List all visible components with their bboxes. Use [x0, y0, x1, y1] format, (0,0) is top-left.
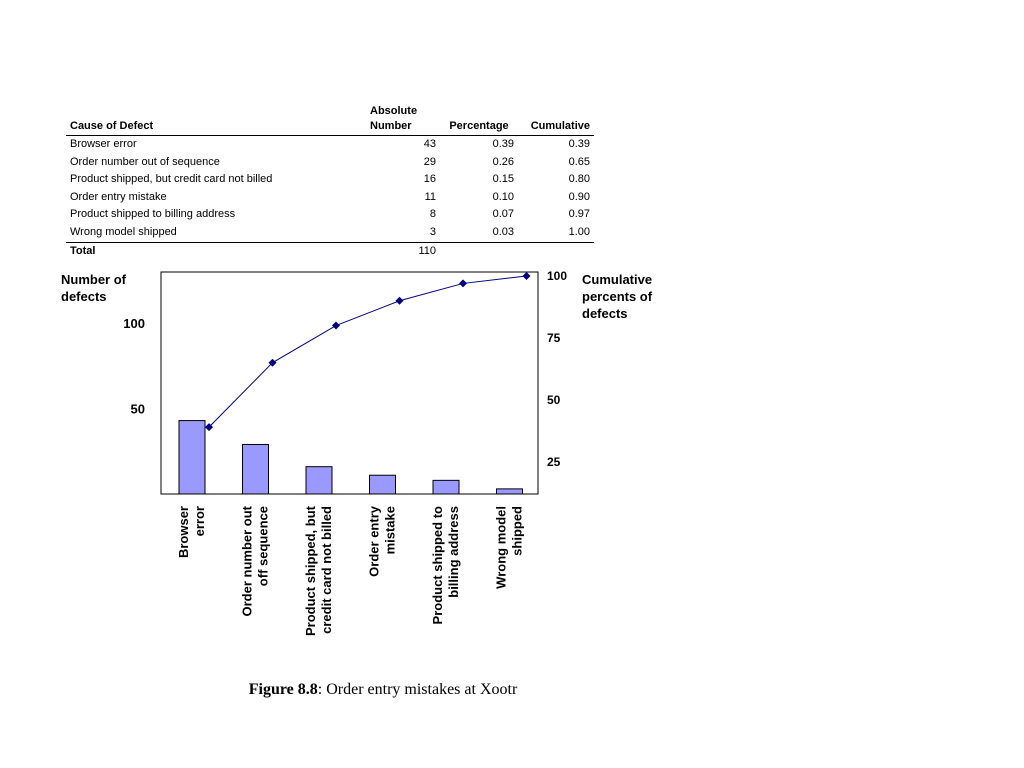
right-tick-label: 25 [547, 454, 561, 469]
category-label [303, 505, 334, 636]
bar-series [179, 421, 523, 494]
bar [179, 421, 205, 494]
right-axis-title-line: percents of [582, 289, 653, 304]
header-absolute-line2: Number [370, 120, 412, 132]
cell-percentage: 0.07 [492, 208, 514, 221]
plot-frame [161, 272, 538, 494]
category-label [494, 506, 525, 589]
left-axis-title-line: Number of [61, 272, 126, 287]
category-label-line: Order number out [239, 506, 255, 617]
cumulative-marker [332, 322, 340, 330]
cell-absolute: 3 [429, 225, 436, 238]
cell-cause: Order number out of sequence [70, 155, 220, 168]
category-label-line: shipped [509, 506, 525, 556]
left-axis-title-line: defects [61, 289, 107, 304]
category-label-line: off sequence [255, 506, 271, 587]
left-tick-label: 50 [130, 401, 145, 417]
category-label-line: Wrong model [493, 506, 509, 589]
category-label-line: error [192, 506, 207, 537]
cell-cause: Browser error [70, 138, 137, 150]
header-cause: Cause of Defect [66, 104, 360, 136]
cell-cause: Product shipped, but credit card not billed [70, 173, 273, 186]
category-label-line: billing address [446, 506, 461, 598]
cell-absolute: 29 [423, 155, 436, 168]
header-cumulative: Cumulative [518, 104, 594, 136]
cell-cumulative: 0.65 [568, 155, 590, 168]
category-label-line: Product shipped, but [303, 506, 318, 636]
right-tick-label: 100 [547, 269, 568, 283]
category-label-line: mistake [382, 506, 398, 555]
cell-cause: Product shipped to billing address [70, 208, 236, 221]
bar [433, 480, 459, 494]
right-axis-title-line: defects [582, 306, 628, 321]
cell-absolute: 11 [424, 190, 436, 203]
bar [497, 489, 523, 494]
header-absolute-line1: Absolute [370, 105, 418, 117]
category-label [176, 506, 207, 558]
cell-percentage: 0.03 [492, 225, 514, 238]
bar [370, 475, 396, 494]
figure-caption [0, 681, 766, 699]
cell-absolute: 43 [423, 138, 436, 150]
bar [306, 467, 332, 494]
left-axis-ticks [123, 316, 145, 416]
cumulative-line-series [205, 272, 531, 431]
left-tick-label: 100 [123, 316, 145, 332]
cell-percentage: 0.15 [492, 173, 514, 186]
right-axis-title-line: Cumulative [582, 272, 653, 287]
right-axis-title [582, 272, 653, 321]
left-axis-title [61, 272, 127, 304]
cell-cause: Wrong model shipped [70, 225, 177, 238]
cell-cumulative: 0.39 [568, 138, 590, 150]
category-label-line: Order entry [366, 506, 382, 577]
category-label [430, 506, 461, 625]
header-percentage: Percentage [440, 104, 518, 136]
cell-cause: Order entry mistake [70, 190, 167, 203]
category-label [367, 505, 398, 577]
right-tick-label: 50 [547, 392, 561, 407]
right-tick-label: 75 [547, 330, 561, 345]
bar [243, 444, 269, 494]
total-value: 110 [360, 242, 440, 260]
cell-cumulative: 0.80 [568, 173, 590, 186]
cumulative-marker [396, 297, 404, 305]
cell-absolute: 16 [423, 173, 436, 186]
category-label-line: Product shipped to [430, 506, 445, 625]
cell-percentage: 0.10 [492, 190, 514, 203]
cell-percentage: 0.26 [492, 155, 514, 168]
cumulative-line [209, 276, 527, 427]
cell-cumulative: 1.00 [568, 225, 590, 238]
cumulative-marker [459, 279, 467, 287]
caption-text: : Order entry mistakes at Xootr [317, 681, 518, 698]
category-label-line: Browser [176, 506, 191, 559]
cell-absolute: 8 [429, 208, 436, 221]
total-label: Total [66, 242, 360, 260]
category-label [240, 505, 271, 616]
cell-cumulative: 0.97 [568, 208, 590, 221]
right-axis-ticks [547, 269, 567, 469]
cell-cumulative: 0.90 [568, 190, 590, 203]
category-label-line: credit card not billed [319, 506, 334, 634]
cell-percentage: 0.39 [492, 138, 514, 150]
cumulative-marker [523, 272, 531, 280]
caption-label: Figure 8.8 [248, 681, 318, 698]
category-labels [176, 505, 525, 636]
